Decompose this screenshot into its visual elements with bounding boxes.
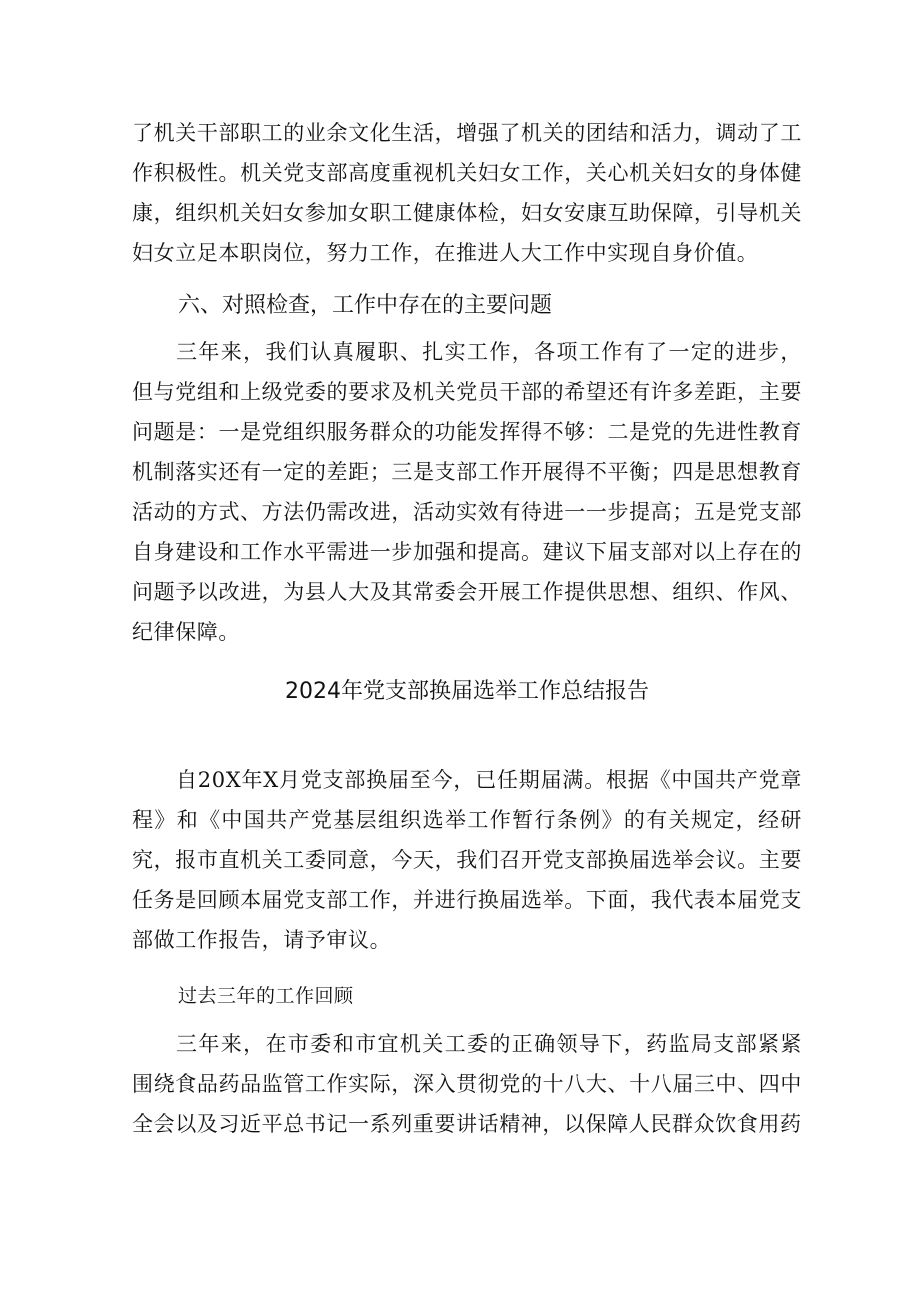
body-paragraph-continued: 了机关干部职工的业余文化生活，增强了机关的团结和活力，调动了工作积极性。机关党支部高度重视机关妇女工作，关心机关妇女的身体健康，组织机关妇女参加女职工健康体检，妇女安康互助保障，引导机关妇女立足本职岗位，努力工作，在推进人大工作中实现自身价值。 [132, 121, 802, 265]
body-paragraph-intro: 自20X年X月党支部换届至今，已任期届满。根据《中国共产党章程》和《中国共产党基层组织选举工作暂行条例》的有关规定，经研究，报市直机关工委同意，今天，我们召开党支部换届选举会议。主要任务是回顾本届党支部工作，并进行换届选举。下面，我代表本届党支部做工作报告，请予审议。 [132, 768, 802, 952]
body-paragraph-review: 三年来，在市委和市宜机关工委的正确领导下，药监局支部紧紧围绕食品药品监管工作实际，深入贯彻党的十八大、十八届三中、四中全会以及习近平总书记一系列重要讲话精神，以保障人民群众饮食用药 [132, 1032, 802, 1136]
body-paragraph-problems: 三年来，我们认真履职、扎实工作，各项工作有了一定的进步，但与党组和上级党委的要求及机关党员干部的希望还有许多差距，主要问题是：一是党组织服务群众的功能发挥得不够：二是党的先进性教育机制落实还有一定的差距；三是支部工作开展得不平衡；四是思想教育活动的方式、方法仍需改进，活动实效有待进一一步提高；五是党支部自身建设和工作水平需进一步加强和提高。建议下届支部对以上存在的问题予以改进，为县人大及其常委会开展工作提供思想、组织、作风、纪律保障。 [132, 340, 802, 644]
section-heading-six: 六、对照检查，工作中存在的主要问题 [178, 293, 553, 318]
sub-heading-review: 过去三年的工作回顾 [178, 985, 354, 1007]
document-title: 2024年党支部换届选举工作总结报告 [285, 679, 649, 704]
